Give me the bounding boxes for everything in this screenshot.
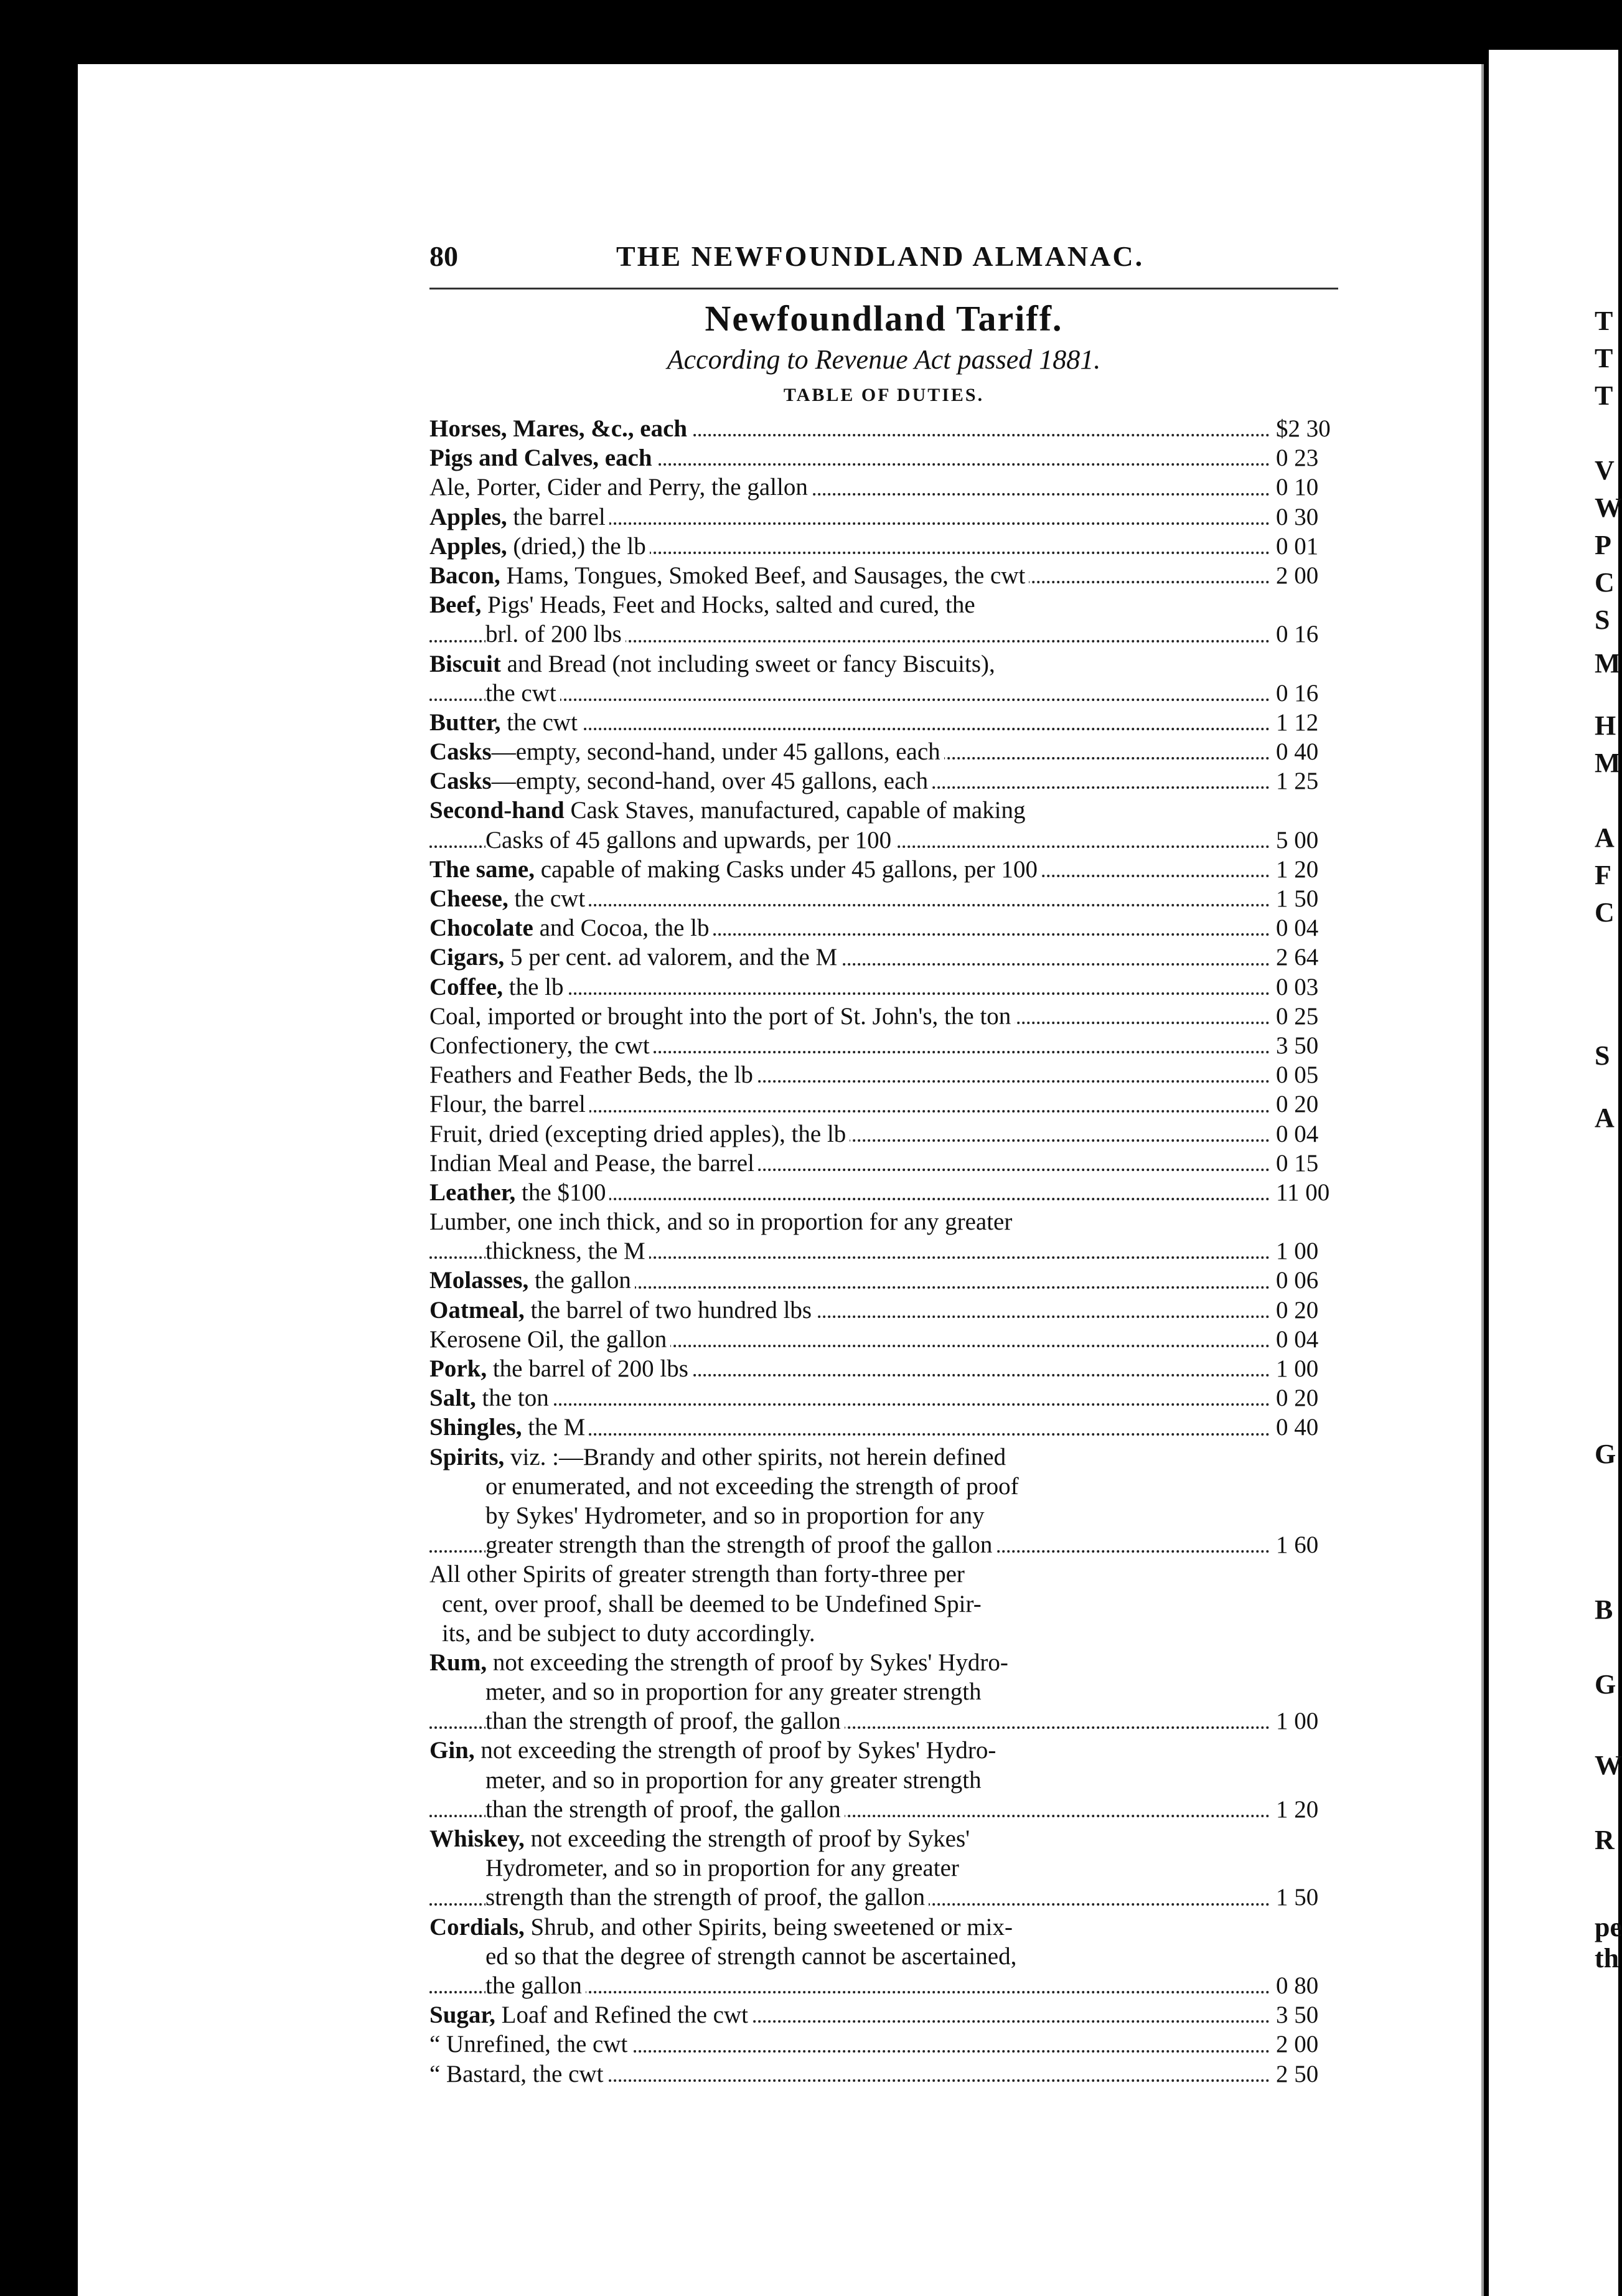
- right-page-fragment: W: [1595, 492, 1622, 523]
- item-description: Hams, Tongues, Smoked Beef, and Sausages, the cwt: [500, 562, 1026, 589]
- duty-value: 0 80: [1272, 1971, 1363, 2000]
- item-name: Coffee,: [429, 973, 504, 1000]
- duty-value: 0 04: [1272, 913, 1363, 943]
- item-description: its, and be subject to duty accordingly.: [442, 1619, 815, 1647]
- right-page-fragment: T: [1595, 306, 1613, 336]
- item-description: and Cocoa, the lb: [533, 915, 710, 942]
- duty-value: 0 10: [1272, 473, 1363, 502]
- entry-line: [429, 1824, 1363, 1853]
- item-name: Bacon,: [429, 562, 500, 589]
- duty-value: 0 04: [1272, 1325, 1363, 1354]
- entry-line: [429, 1149, 1363, 1178]
- item-description: Hydrometer, and so in proportion for any greater: [485, 1855, 959, 1882]
- right-page-fragment: W: [1595, 1750, 1622, 1781]
- item-name: Gin,: [429, 1737, 475, 1764]
- tariff-entry: [429, 1031, 1363, 1060]
- duty-value: 0 40: [1272, 737, 1363, 766]
- duty-value: 0 20: [1272, 1296, 1363, 1325]
- item-name: Leather,: [429, 1179, 516, 1206]
- entry-line: [429, 1060, 1363, 1089]
- tariff-entry: [429, 1207, 1363, 1266]
- duty-value: 1 12: [1272, 708, 1363, 737]
- item-description: the cwt: [508, 885, 586, 912]
- entry-line: [429, 1207, 1363, 1236]
- item-name: Pigs and Calves, each: [429, 445, 652, 472]
- header-rule: [429, 288, 1338, 289]
- duty-value: 0 20: [1272, 1383, 1363, 1413]
- entry-line: [429, 1089, 1363, 1119]
- item-name: Cordials,: [429, 1913, 525, 1941]
- tariff-entry: [429, 1824, 1363, 1913]
- item-description: strength than the strength of proof, the gallon: [485, 1884, 926, 1911]
- entry-line: [429, 1853, 1363, 1883]
- item-description: Coal, imported or brought into the port of St. John's, the ton: [429, 1002, 1011, 1030]
- entry-line: [429, 1942, 1363, 1971]
- entry-line: [429, 1413, 1363, 1442]
- duty-value: 0 06: [1272, 1266, 1363, 1295]
- item-description: not exceeding the strength of proof by Sykes': [524, 1825, 970, 1852]
- item-description: Lumber, one inch thick, and so in proportion for any greater: [429, 1208, 1013, 1236]
- entry-line: [429, 1178, 1363, 1207]
- item-description: cent, over proof, shall be deemed to be Undefined Spir-: [442, 1590, 982, 1617]
- item-description: “ Bastard, the cwt: [429, 2060, 604, 2087]
- tariff-entry: [429, 708, 1363, 737]
- table-heading: TABLE OF DUTIES.: [783, 385, 985, 405]
- right-page-fragment: R: [1595, 1825, 1615, 1855]
- tariff-entry: [429, 1296, 1363, 1325]
- item-name: Rum,: [429, 1649, 487, 1676]
- duty-value: 0 04: [1272, 1119, 1363, 1149]
- item-name: Salt,: [429, 1385, 476, 1412]
- item-name: Horses, Mares, &c., each: [429, 415, 688, 442]
- tariff-entry: [429, 1913, 1363, 2001]
- adjacent-page-edge: [1489, 50, 1622, 2296]
- entry-line: [429, 414, 1363, 443]
- right-page-fragment: C: [1595, 567, 1615, 598]
- item-description: All other Spirits of greater strength than forty-three per: [429, 1561, 965, 1588]
- entry-line: [429, 590, 1363, 619]
- item-name: Second-hand: [429, 797, 565, 824]
- tariff-entry: [429, 1648, 1363, 1736]
- right-page-fragment: B: [1595, 1594, 1613, 1625]
- tariff-entry: [429, 2059, 1363, 2089]
- entry-line: [429, 1560, 1363, 1589]
- item-description: by Sykes' Hydrometer, and so in proportion for any: [485, 1502, 985, 1529]
- item-name: Cheese,: [429, 885, 509, 912]
- right-page-fragment: G: [1595, 1669, 1616, 1700]
- item-description: not exceeding the strength of proof by Sykes' Hydro-: [474, 1737, 996, 1764]
- entry-line: [429, 1296, 1363, 1325]
- page-subtitle: According to Revenue Act passed 1881.: [667, 344, 1101, 375]
- duty-value: 2 00: [1272, 2030, 1363, 2059]
- item-description: Indian Meal and Pease, the barrel: [429, 1149, 754, 1177]
- right-page-fragment: T: [1595, 343, 1613, 374]
- item-description: or enumerated, and not exceeding the strength of proof: [485, 1472, 1019, 1500]
- entry-line: [429, 1236, 1363, 1266]
- item-name: Chocolate: [429, 915, 533, 942]
- item-name: Apples,: [429, 503, 507, 530]
- item-description: —empty, second-hand, over 45 gallons, each: [491, 768, 929, 795]
- item-name: Butter,: [429, 708, 501, 736]
- entry-line: [429, 443, 1363, 473]
- duty-value: 0 01: [1272, 532, 1363, 561]
- tariff-entry: [429, 884, 1363, 913]
- entry-line: [429, 619, 1363, 649]
- item-description: “ Unrefined, the cwt: [429, 2031, 628, 2058]
- tariff-entry: [429, 2000, 1363, 2030]
- duty-value: 1 00: [1272, 1236, 1363, 1266]
- entry-line: [429, 1354, 1363, 1383]
- item-name: Casks: [429, 738, 492, 766]
- item-description: the barrel of 200 lbs: [487, 1355, 688, 1382]
- item-name: Sugar,: [429, 2002, 495, 2029]
- tariff-entry: [429, 561, 1363, 590]
- right-page-fragment: V: [1595, 455, 1615, 486]
- item-name: Biscuit: [429, 650, 501, 677]
- item-description: the ton: [476, 1385, 549, 1412]
- entry-line: [429, 1589, 1363, 1619]
- duty-value: 5 00: [1272, 826, 1363, 855]
- duty-value: 0 16: [1272, 679, 1363, 708]
- tariff-entry: [429, 414, 1363, 443]
- tariff-entry: [429, 443, 1363, 473]
- item-name: Cigars,: [429, 944, 505, 971]
- duty-value: 3 50: [1272, 2000, 1363, 2030]
- entry-line: [429, 1883, 1363, 1912]
- running-title: THE NEWFOUNDLAND ALMANAC.: [616, 240, 1145, 272]
- tariff-entry: [429, 796, 1363, 854]
- entry-line: [429, 1766, 1363, 1795]
- item-description: greater strength than the strength of proof the gallon: [485, 1531, 993, 1559]
- item-description: than the strength of proof, the gallon: [485, 1795, 841, 1823]
- tariff-entry: [429, 1149, 1363, 1178]
- duty-value: 1 50: [1272, 1883, 1363, 1912]
- entry-line: [429, 649, 1363, 679]
- entry-line: [429, 1795, 1363, 1824]
- duty-value: 11 00: [1272, 1178, 1363, 1207]
- entry-line: [429, 1619, 1363, 1648]
- entry-line: [429, 502, 1363, 532]
- duty-value: 0 30: [1272, 502, 1363, 532]
- tariff-entry: [429, 1060, 1363, 1089]
- duty-value: 0 16: [1272, 619, 1363, 649]
- entry-line: [429, 2000, 1363, 2030]
- entry-line: [429, 1383, 1363, 1413]
- item-name: Molasses,: [429, 1267, 529, 1294]
- item-description: thickness, the M: [485, 1238, 645, 1265]
- item-description: viz. :—Brandy and other spirits, not herein defined: [504, 1443, 1006, 1470]
- duty-value: 0 05: [1272, 1060, 1363, 1089]
- entry-line: [429, 1971, 1363, 2000]
- right-page-fragment: M: [1595, 748, 1621, 778]
- item-description: Ale, Porter, Cider and Perry, the gallon: [429, 474, 808, 501]
- item-description: the gallon: [485, 1972, 582, 1999]
- item-description: Cask Staves, manufactured, capable of making: [564, 797, 1026, 824]
- tariff-entry: [429, 855, 1363, 884]
- duty-value: 1 00: [1272, 1706, 1363, 1736]
- entry-line: [429, 1706, 1363, 1736]
- duty-value: 0 23: [1272, 443, 1363, 473]
- item-description: the cwt: [500, 708, 578, 736]
- entry-line: [429, 1002, 1363, 1031]
- entry-line: [429, 1677, 1363, 1706]
- right-page-fragment: P: [1595, 530, 1611, 560]
- item-description: the lb: [503, 973, 564, 1000]
- duty-value: 0 03: [1272, 972, 1363, 1002]
- entry-line: [429, 766, 1363, 796]
- item-name: Shingles,: [429, 1414, 522, 1441]
- entry-line: [429, 1501, 1363, 1530]
- entry-line: [429, 1913, 1363, 1942]
- tariff-entry: [429, 943, 1363, 972]
- tariff-entry: [429, 1178, 1363, 1207]
- page-header: [429, 240, 1338, 277]
- item-description: meter, and so in proportion for any greater strength: [485, 1766, 982, 1794]
- tariff-entry: [429, 766, 1363, 796]
- item-description: (dried,) the lb: [507, 532, 646, 560]
- tariff-entry: [429, 2030, 1363, 2059]
- entry-line: [429, 1442, 1363, 1472]
- page-title: Newfoundland Tariff.: [705, 298, 1063, 339]
- right-page-fragment: C: [1595, 897, 1615, 928]
- entry-line: [429, 826, 1363, 855]
- entry-line: [429, 1031, 1363, 1060]
- item-description: the barrel: [507, 503, 606, 530]
- item-description: Kerosene Oil, the gallon: [429, 1325, 667, 1353]
- item-description: the M: [522, 1414, 586, 1441]
- duty-value: 0 20: [1272, 1089, 1363, 1119]
- item-name: The same,: [429, 855, 535, 883]
- item-description: than the strength of proof, the gallon: [485, 1708, 841, 1735]
- duty-value: 2 00: [1272, 561, 1363, 590]
- item-description: the cwt: [485, 679, 556, 707]
- item-description: Casks of 45 gallons and upwards, per 100: [485, 826, 892, 854]
- entry-line: [429, 1648, 1363, 1677]
- duty-value: 1 20: [1272, 1795, 1363, 1824]
- tariff-entry: [429, 532, 1363, 561]
- tariff-entry: [429, 737, 1363, 766]
- right-page-fragment: H: [1595, 710, 1616, 741]
- entry-line: [429, 679, 1363, 708]
- item-name: Beef,: [429, 591, 482, 619]
- duty-value: 1 20: [1272, 855, 1363, 884]
- duty-value: 1 00: [1272, 1354, 1363, 1383]
- item-description: Feathers and Feather Beds, the lb: [429, 1061, 753, 1089]
- tariff-entry: [429, 1325, 1363, 1354]
- entry-line: [429, 561, 1363, 590]
- item-name: Spirits,: [429, 1443, 505, 1470]
- tariff-entry: [429, 972, 1363, 1002]
- entry-line: [429, 1530, 1363, 1560]
- right-page-fragment: F: [1595, 860, 1611, 890]
- item-description: Loaf and Refined the cwt: [495, 2002, 748, 2029]
- entry-line: [429, 2030, 1363, 2059]
- entry-line: [429, 737, 1363, 766]
- item-description: the barrel of two hundred lbs: [524, 1296, 812, 1324]
- duty-value: 0 15: [1272, 1149, 1363, 1178]
- entry-line: [429, 796, 1363, 825]
- item-description: ed so that the degree of strength cannot be ascertained,: [485, 1942, 1017, 1970]
- item-description: the gallon: [528, 1267, 631, 1294]
- tariff-entry: [429, 1560, 1363, 1648]
- duty-value: 0 25: [1272, 1002, 1363, 1031]
- duty-value: 1 25: [1272, 766, 1363, 796]
- item-name: Casks: [429, 768, 492, 795]
- tariff-entry: [429, 1736, 1363, 1824]
- duties-table: [429, 414, 1363, 2089]
- tariff-entry: [429, 502, 1363, 532]
- tariff-entry: [429, 1002, 1363, 1031]
- item-description: not exceeding the strength of proof by Sykes' Hydro-: [487, 1649, 1008, 1676]
- entry-line: [429, 532, 1363, 561]
- tariff-entry: [429, 913, 1363, 943]
- right-page-fragment: pe: [1595, 1912, 1622, 1942]
- item-description: capable of making Casks under 45 gallons, per 100: [535, 855, 1038, 883]
- right-page-fragment: M: [1595, 648, 1621, 679]
- tariff-entry: [429, 1266, 1363, 1295]
- page-number: 80: [429, 240, 458, 272]
- item-name: Oatmeal,: [429, 1296, 525, 1324]
- entry-line: [429, 1266, 1363, 1295]
- item-name: Pork,: [429, 1355, 487, 1382]
- entry-line: [429, 943, 1363, 972]
- duty-value: $2 30: [1272, 414, 1363, 443]
- duty-value: 2 64: [1272, 943, 1363, 972]
- entry-line: [429, 2059, 1363, 2089]
- tariff-entry: [429, 1383, 1363, 1413]
- entry-line: [429, 708, 1363, 737]
- item-name: Whiskey,: [429, 1825, 525, 1852]
- entry-line: [429, 913, 1363, 943]
- item-description: the $100: [515, 1179, 606, 1206]
- duty-value: 2 50: [1272, 2059, 1363, 2089]
- item-description: Flour, the barrel: [429, 1091, 586, 1118]
- right-page-fragment: th: [1595, 1943, 1620, 1974]
- tariff-entry: [429, 1442, 1363, 1560]
- tariff-entry: [429, 649, 1363, 708]
- right-page-fragment: S: [1595, 1040, 1610, 1071]
- item-description: Confectionery, the cwt: [429, 1032, 650, 1059]
- item-description: Shrub, and other Spirits, being sweetened or mix-: [524, 1913, 1013, 1941]
- right-page-fragment: A: [1595, 1103, 1615, 1133]
- entry-line: [429, 1736, 1363, 1765]
- tariff-entry: [429, 1413, 1363, 1442]
- right-page-fragment: T: [1595, 380, 1613, 411]
- tariff-entry: [429, 1354, 1363, 1383]
- duty-value: 1 60: [1272, 1530, 1363, 1560]
- tariff-entry: [429, 590, 1363, 649]
- duty-value: 0 40: [1272, 1413, 1363, 1442]
- tariff-entry: [429, 473, 1363, 502]
- right-page-fragment: S: [1595, 605, 1610, 635]
- item-description: Pigs' Heads, Feet and Hocks, salted and cured, the: [481, 591, 975, 619]
- right-page-fragment: A: [1595, 822, 1615, 853]
- entry-line: [429, 1119, 1363, 1149]
- item-name: Apples,: [429, 532, 507, 560]
- item-description: 5 per cent. ad valorem, and the M: [504, 944, 838, 971]
- duty-value: 1 50: [1272, 884, 1363, 913]
- item-description: Fruit, dried (excepting dried apples), the lb: [429, 1120, 846, 1147]
- item-description: meter, and so in proportion for any greater strength: [485, 1678, 982, 1706]
- entry-line: [429, 473, 1363, 502]
- item-description: brl. of 200 lbs: [485, 621, 622, 648]
- item-description: —empty, second-hand, under 45 gallons, each: [491, 738, 940, 766]
- entry-line: [429, 884, 1363, 913]
- tariff-entry: [429, 1089, 1363, 1119]
- duty-value: 3 50: [1272, 1031, 1363, 1060]
- right-page-fragment: G: [1595, 1439, 1616, 1469]
- item-description: and Bread (not including sweet or fancy Biscuits),: [500, 650, 995, 677]
- entry-line: [429, 1325, 1363, 1354]
- entry-line: [429, 855, 1363, 884]
- tariff-entry: [429, 1119, 1363, 1149]
- entry-line: [429, 1472, 1363, 1501]
- entry-line: [429, 972, 1363, 1002]
